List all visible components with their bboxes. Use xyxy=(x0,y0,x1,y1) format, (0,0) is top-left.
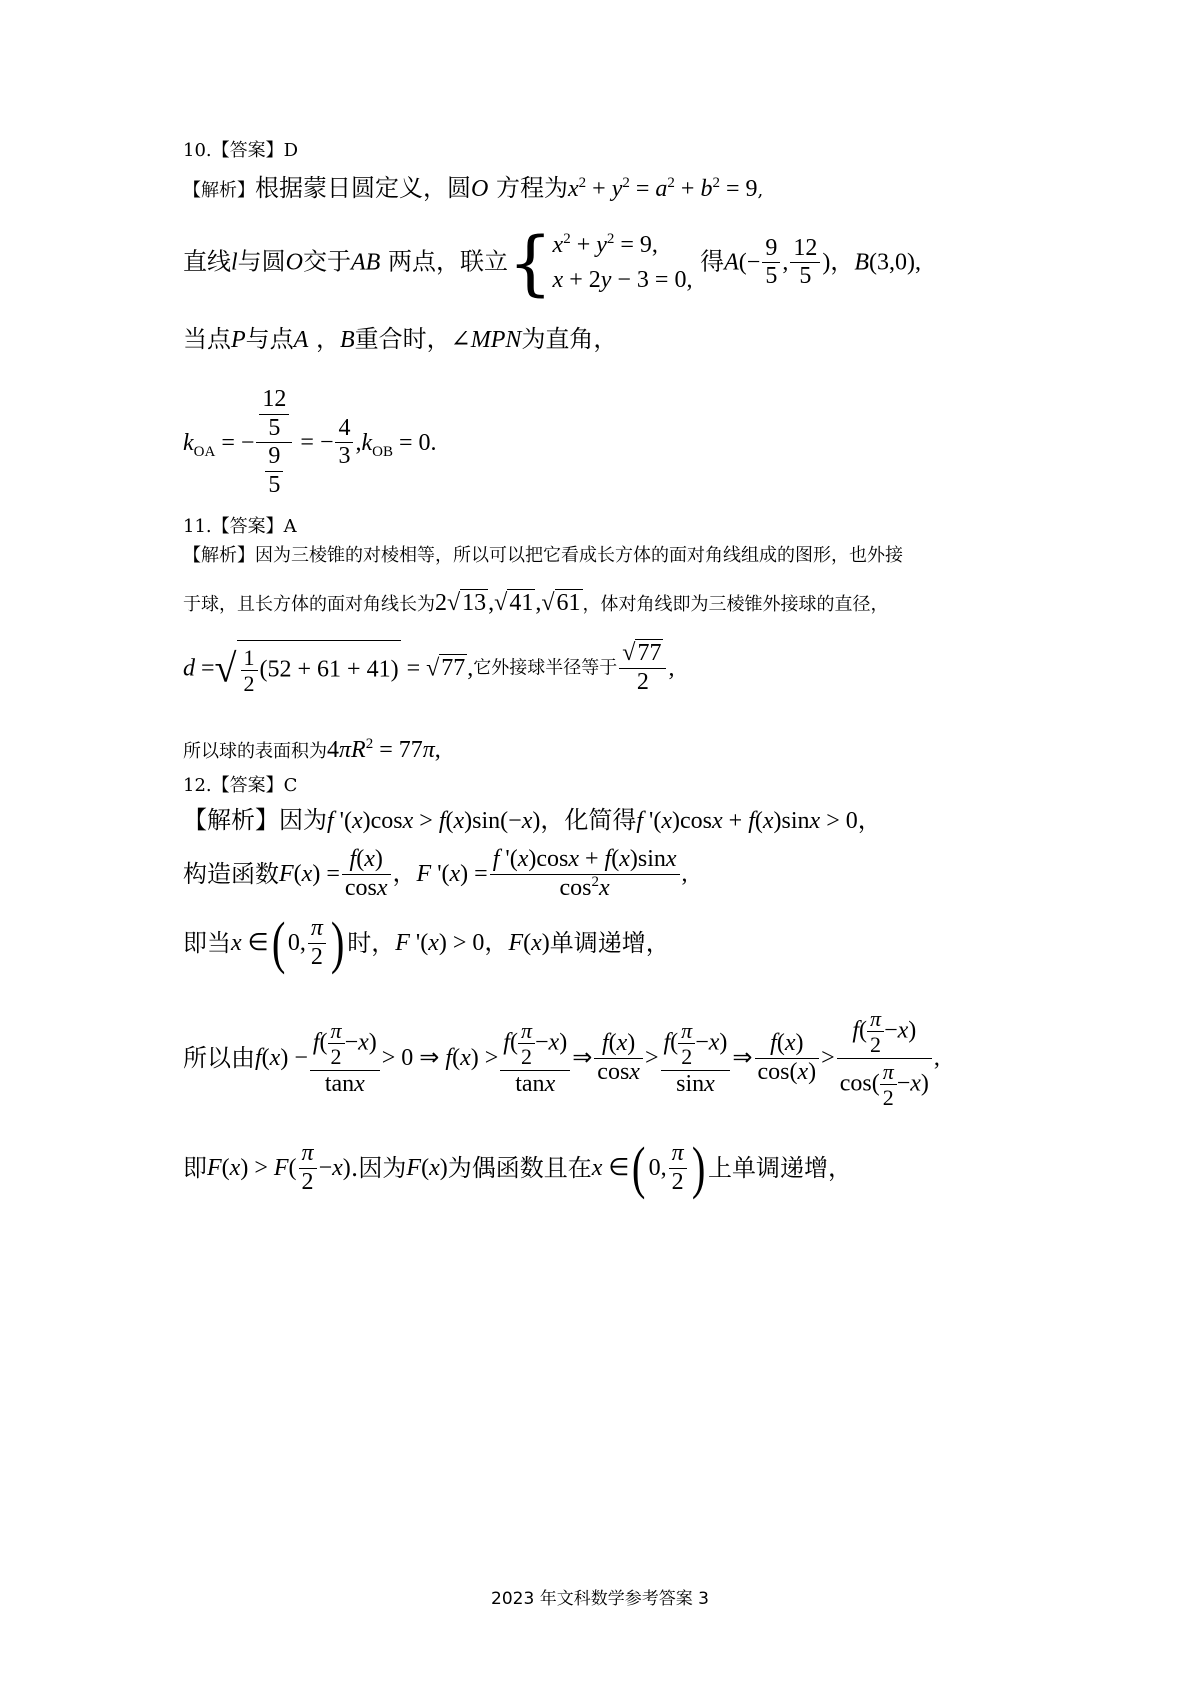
q10-line3: 当点P与点A ，B重合时，∠MPN为直角， xyxy=(183,325,618,353)
analysis-label: 【解析】 xyxy=(183,180,255,201)
q11-heading: 11.【答案】A xyxy=(183,516,297,537)
q11-line1: 【解析】因为三棱锥的对棱相等，所以可以把它看成长方体的面对角线组成的图形，也外接 xyxy=(183,545,903,566)
q12-line2: 构造函数F(x) = $\frac{f(x)}{\cos x}$ ，F '(x) = $\frac{f '(x)\cos x + f(x)\sin x}{\cos^2x}$ , xyxy=(183,846,688,901)
q11-line2: 于球，且长方体的面对角线长为2√13,√41,√61 ，体对角线即为三棱锥外接球的直径， xyxy=(183,590,889,616)
q12-line4: 所以由f(x) − f( $\frac{\pi}{2}$ −x) tanx > 0 ⇒ f(x) > f( $\frac{\pi}{2}$ −x) tanx ⇒ $\frac{f(x)}{\cos x}$ > f( $\frac{\pi}{2}$ −x) sinx ⇒ $\frac{f(x)}{\cos(x)}$ > f( $\frac{\pi}{2}$ −x) cos( $\frac{\pi}{2}$ −x) , xyxy=(183,1006,940,1110)
page-footer: 2023 年文科数学参考答案 3 xyxy=(491,1589,709,1609)
q10-slopes: $k_{OA}$ = − $\frac{\frac{12}{5}}{\frac{9}{5}}$ = − $\frac{4}{3}$ $,k_{OB} = 0$. xyxy=(183,386,437,498)
q12-line1: 【解析】因为f '(x)cosx > f(x)sin(−x)，化简得f '(x)cosx + f(x)sinx > 0， xyxy=(183,806,882,834)
q10-heading: 10.【答案】D xyxy=(183,140,299,161)
q12-line3: 即当x ∈( 0, $\frac{\pi}{2}$ ) 时，F '(x) > 0，F(x)单调递增， xyxy=(183,909,670,975)
q11-diameter: d =√ $\frac{1}{2}$ (52 + 61 + 41) = √77,它外接球半径等于 $\frac{√77}{2}$ , xyxy=(183,640,675,697)
q12-line5: 即F(x) > F( $\frac{\pi}{2}$ −x).因为F(x)为偶函数且在x ∈( 0, $\frac{\pi}{2}$ ) 上单调递增， xyxy=(183,1134,852,1200)
q10-line1: 【解析】根据蒙日圆定义，圆O 方程为$x^2 + y^2 = a^2 + b^2 = 9$, xyxy=(183,174,764,202)
q12-heading: 12.【答案】C xyxy=(183,775,298,796)
q11-line4: 所以球的表面积为$4\pi R^2 = 77\pi$, xyxy=(183,736,441,763)
q10-line2: 直线l与圆O交于AB 两点，联立{$x^2 + y^2 = 9$, x + 2y − 3 = 0, 得A(− $\frac{9}{5}$ , $\frac{12}{5}$ )，B(3,0), xyxy=(183,221,921,304)
